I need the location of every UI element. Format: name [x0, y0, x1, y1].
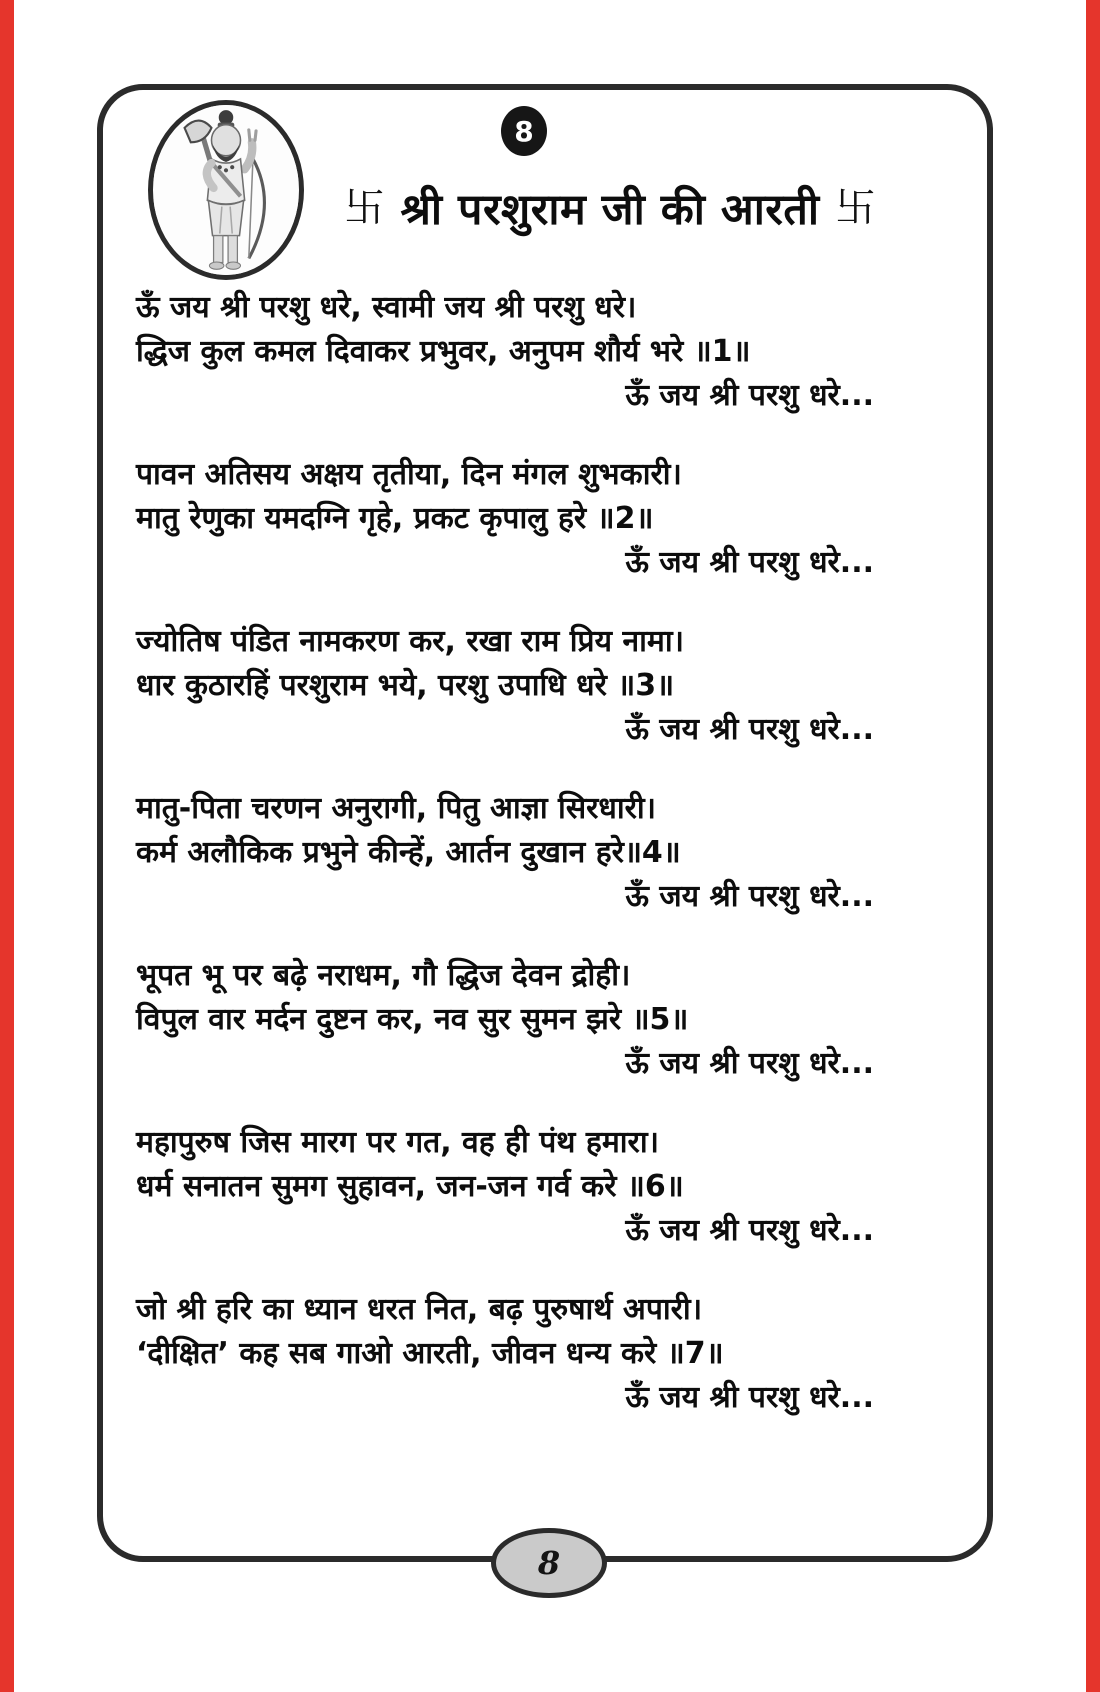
swastika-icon: 卐	[344, 184, 385, 231]
page-number: 8	[537, 1544, 561, 1582]
verse-block	[136, 453, 878, 585]
verse-line-1: जो श्री हरि का ध्यान धरत नित, बढ़ पुरुषार्थ अपारी।	[136, 1292, 703, 1327]
verse-refrain: ऊँ जय श्री परशु धरे...	[625, 378, 874, 413]
verse-line-2: धार कुठारहिं परशुराम भये, परशु उपाधि धरे ॥3॥	[136, 668, 675, 703]
verse-line-2: ‘दीक्षित’ कह सब गाओ आरती, जीवन धन्य करे ॥7॥	[136, 1336, 724, 1371]
parshuram-portrait	[148, 100, 304, 280]
verse-line-1: ज्योतिष पंडित नामकरण कर, रखा राम प्रिय नामा।	[136, 624, 684, 659]
page-number-badge	[491, 1528, 607, 1598]
verse-refrain: ऊँ जय श्री परशु धरे...	[625, 1046, 874, 1081]
verse-refrain: ऊँ जय श्री परशु धरे...	[625, 712, 874, 747]
parshuram-illustration	[153, 105, 299, 275]
verse-line-1: महापुरुष जिस मारग पर गत, वह ही पंथ हमारा।	[136, 1125, 659, 1160]
verse-line-2: मातु रेणुका यमदग्नि गृहे, प्रकट कृपालु हरे ॥2॥	[136, 501, 654, 536]
verse-line-2: द्धिज कुल कमल दिवाकर प्रभुवर, अनुपम शौर्य भरे ॥1॥	[136, 334, 751, 369]
section-number: 8	[514, 114, 534, 148]
verse-refrain: ऊँ जय श्री परशु धरे...	[625, 545, 874, 580]
right-red-edge	[1086, 0, 1100, 1692]
swastika-icon: 卐	[835, 184, 876, 231]
verse-line-1: भूपत भू पर बढ़े नराधम, गौ द्धिज देवन द्रोही।	[136, 958, 631, 993]
aarti-verses	[136, 286, 878, 1455]
title-row	[285, 178, 935, 237]
verse-block	[136, 286, 878, 418]
verse-block	[136, 1288, 878, 1420]
verse-line-1: ऊँ जय श्री परशु धरे, स्वामी जय श्री परशु धरे।	[136, 290, 637, 325]
verse-refrain: ऊँ जय श्री परशु धरे...	[625, 1380, 874, 1415]
section-number-badge	[501, 106, 547, 156]
verse-refrain: ऊँ जय श्री परशु धरे...	[625, 1213, 874, 1248]
verse-block	[136, 620, 878, 752]
verse-line-1: पावन अतिसय अक्षय तृतीया, दिन मंगल शुभकारी।	[136, 457, 682, 492]
verse-block	[136, 787, 878, 919]
verse-block	[136, 1121, 878, 1253]
left-red-edge	[0, 0, 14, 1692]
verse-block	[136, 954, 878, 1086]
verse-line-1: मातु-पिता चरणन अनुरागी, पितु आज्ञा सिरधारी।	[136, 791, 657, 826]
verse-line-2: विपुल वार मर्दन दुष्टन कर, नव सुर सुमन झरे ॥5॥	[136, 1002, 689, 1037]
verse-line-2: कर्म अलौकिक प्रभुने कीन्हें, आर्तन दुखान हरे॥4॥	[136, 835, 681, 870]
verse-refrain: ऊँ जय श्री परशु धरे...	[625, 879, 874, 914]
verse-line-2: धर्म सनातन सुमग सुहावन, जन-जन गर्व करे ॥6॥	[136, 1169, 684, 1204]
page-title: श्री परशुराम जी की आरती	[400, 185, 820, 235]
